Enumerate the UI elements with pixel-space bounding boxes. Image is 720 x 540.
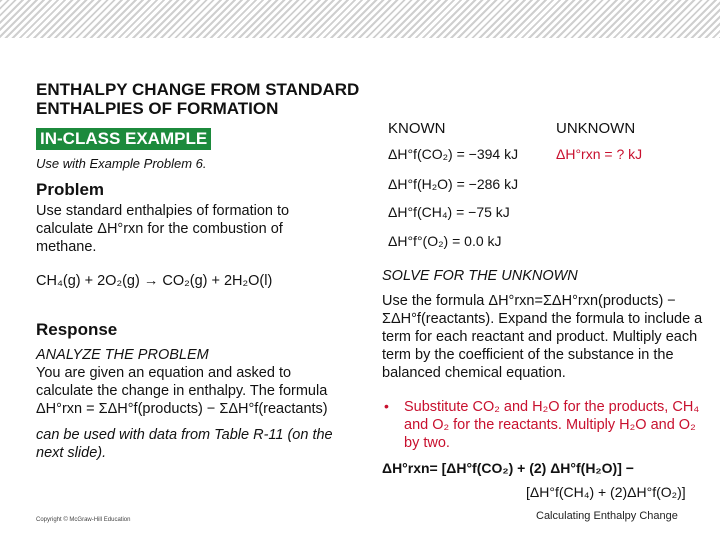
final-equation-line-1: ΔH°rxn= [ΔH°f(CO₂) + (2) ΔH°f(H₂O)] − <box>382 460 634 476</box>
analyze-text-2: can be used with data from Table R-11 (on the next slide). <box>36 427 333 461</box>
known-header: KNOWN <box>388 120 446 137</box>
decorative-stripe-band <box>0 0 720 38</box>
known-o2: ΔH°f°(O₂) = 0.0 kJ <box>388 233 502 249</box>
final-equation-line-2: [ΔH°f(CH₄) + (2)ΔH°f(O₂)] <box>526 484 686 500</box>
analyze-text: You are given an equation and asked to calculate the change in enthalpy. The formula ΔH°rxn = ΣΔH°f(products) − ΣΔH°f(reactants) <box>36 365 328 417</box>
slide-title <box>36 80 359 118</box>
use-with-note: Use with Example Problem 6. <box>36 156 207 171</box>
combustion-equation: CH₄(g) + 2O₂(g) → CO₂(g) + 2H₂O(l) <box>36 273 273 289</box>
solve-text: Use the formula ΔH°rxn=ΣΔH°rxn(products) − ΣΔH°f(reactants). Expand the formula to include a term for each reactant and product. Multiply each term by the coefficient of the substance in the balanced chemical equation. <box>382 293 703 381</box>
title-line-1: ENTHALPY CHANGE FROM STANDARD <box>36 80 360 99</box>
copyright-notice: Copyright © McGraw-Hill Education <box>36 517 131 523</box>
footer-title: Calculating Enthalpy Change <box>536 510 678 522</box>
known-h2o: ΔH°f(H₂O) = −286 kJ <box>388 176 519 192</box>
analyze-heading: ANALYZE THE PROBLEM <box>36 347 209 363</box>
unknown-value: ΔH°rxn = ? kJ <box>556 146 643 162</box>
problem-heading: Problem <box>36 180 105 199</box>
response-heading: Response <box>36 320 118 339</box>
problem-text: Use standard enthalpies of formation to calculate ΔH°rxn for the combustion of methane. <box>36 203 290 255</box>
title-line-2: ENTHALPIES OF FORMATION <box>36 99 279 118</box>
bullet-marker: • <box>384 398 389 414</box>
bullet-text: Substitute CO₂ and H₂O for the products, CH₄ and O₂ for the reactants. Multiply H₂O and O₂ by two. <box>404 399 700 451</box>
unknown-header: UNKNOWN <box>556 120 636 137</box>
known-co2: ΔH°f(CO₂) = −394 kJ <box>388 146 519 162</box>
in-class-example-badge: IN-CLASS EXAMPLE <box>36 128 211 150</box>
known-ch4: ΔH°f(CH₄) = −75 kJ <box>388 204 510 220</box>
solve-heading: SOLVE FOR THE UNKNOWN <box>382 268 578 284</box>
